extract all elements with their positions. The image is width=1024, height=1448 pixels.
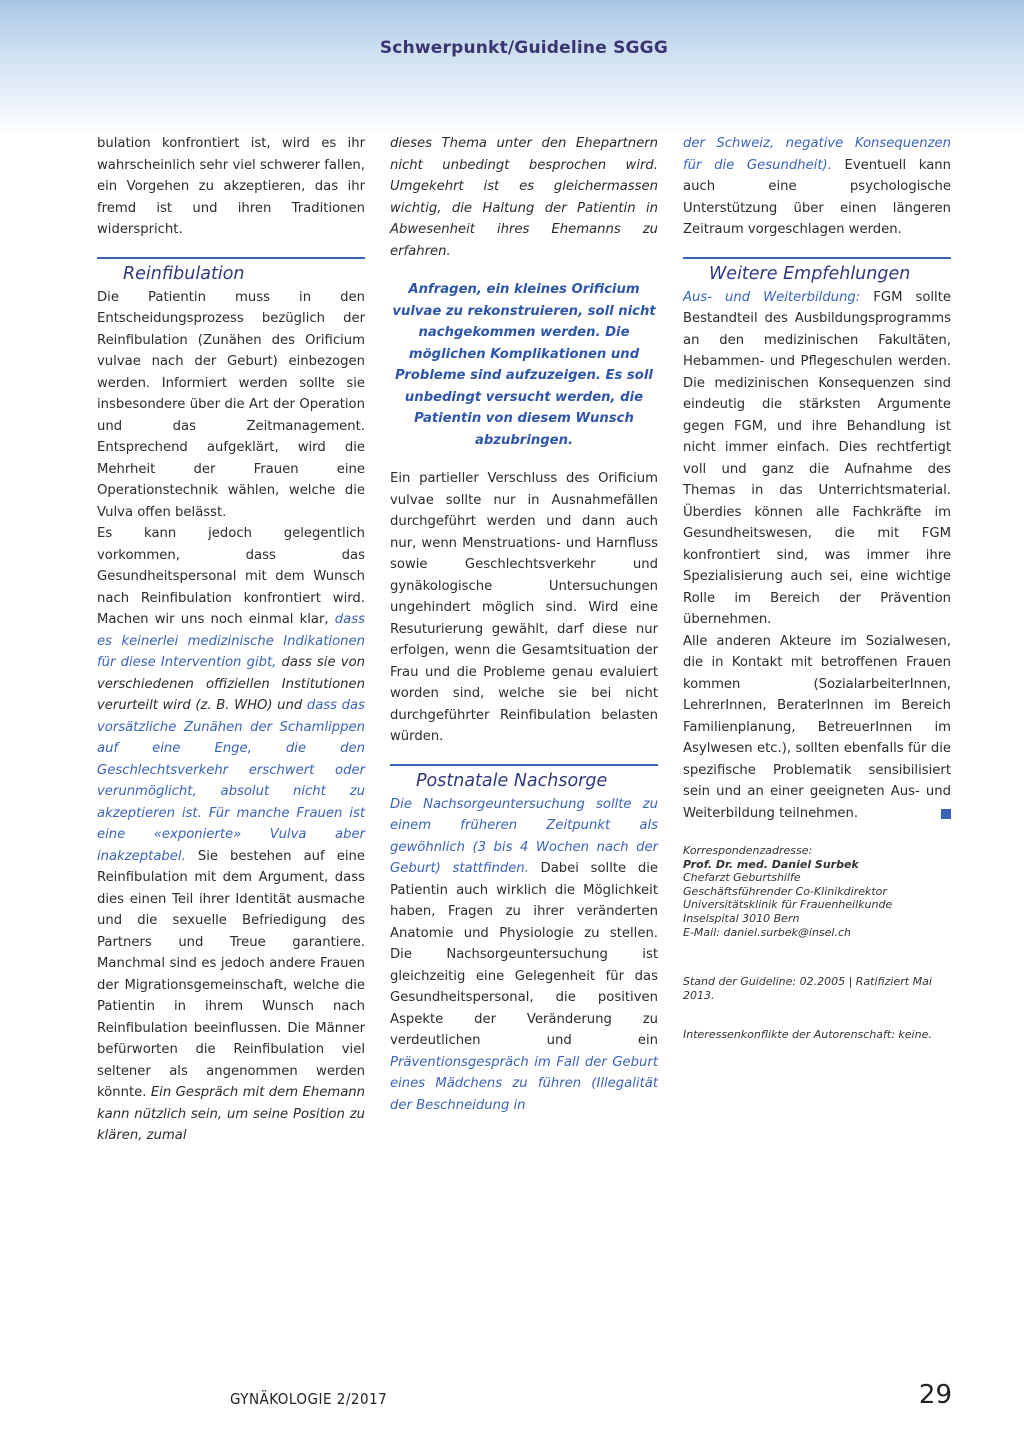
highlight-text: Die Nachsorgeuntersuchung sollte zu einem früheren Zeitpunkt als gewöhnlich (3 bis 4 Wochen nach der Geburt) stattfinden. [390, 796, 658, 876]
conflict-of-interest: Interessenkonflikte der Autorenschaft: keine. [683, 1028, 932, 1042]
section-heading-weitere-empfehlungen: Weitere Empfehlungen [683, 257, 951, 287]
correspondence-email: E-Mail: daniel.surbek@insel.ch [683, 925, 851, 939]
section-header-title: Schwerpunkt/Guideline SGGG [379, 38, 668, 58]
section-heading-postnatale-nachsorge: Postnatale Nachsorge [390, 764, 658, 794]
emphasis-text: Ein Gespräch mit dem Ehemann kann nützlich sein, um seine Position zu klären, zumal [97, 1085, 365, 1143]
text-run: Sie bestehen auf eine Reinfibulation mit dem Argument, dass dies einen Teil ihrer Identität ausmache und die sexuelle Befriedigung des Partners und Treue garantiere. Manchmal sind es jedoch andere Frauen der Migrationsgemeinschaft, welche die Patientin in ihrem Wunsch nach Reinfibulation beeinflussen. Die Männer befürworten die Reinfibulation viel seltener als angenommen werden könnte. [97, 848, 365, 1100]
end-mark-icon [941, 809, 951, 819]
correspondence-block [683, 844, 951, 939]
highlight-text: dass es keinerlei medizinische Indikationen für diese Intervention gibt, [97, 612, 365, 670]
highlight-text: Präventionsgespräch im Fall der Geburt eines Mädchens zu führen (Illegalität der Beschneidung in [390, 1054, 658, 1113]
pull-quote: Anfragen, ein kleines Orificium vulvae zu rekonstruieren, soll nicht nachgekommen werden. Die möglichen Komplikationen und Probleme sind aufzuzeigen. Es soll unbedingt versucht werden, die Patientin von diesem Wunsch abzubringen. [392, 282, 656, 448]
highlight-text: der Schweiz, negative Konsequenzen für die Gesundheit). [683, 136, 951, 173]
correspondence-label: Korrespondenzadresse: [683, 844, 813, 857]
text-run: FGM sollte Bestandteil des Ausbildungsprogramms an den medizinischen Fakultäten, Hebammen- und Pflegeschulen werden. Die medizinischen Konsequenzen sind eindeutig die stärksten Argumente gegen FGM, und ihre Behandlung ist nicht immer einfach. Dies rechtfertigt voll und ganz die Aufnahme des Themas in das Unterrichtsmaterial. Überdies können alle Fachkräfte im Gesundheitswesen, die mit FGM konfrontiert sind, was immer ihre Spezialisierung auch sei, eine wichtige Rolle im Bereich der Prävention übernehmen. [683, 289, 952, 627]
column-3 [683, 133, 951, 1042]
correspondence-line: Inselspital 3010 Bern [683, 911, 800, 925]
paragraph: dieses Thema unter den Ehepartnern nicht unbedingt besprochen wird. Umgekehrt ist es gleichermassen wichtig, die Haltung der Patientin in Abwesenheit ihres Ehemanns zu erfahren. [390, 136, 658, 259]
paragraph [683, 287, 951, 631]
correspondence-line: Chefarzt Geburtshilfe [683, 871, 801, 885]
highlight-text: dass das vorsätzliche Zunähen der Schamlippen auf eine Enge, die den Geschlechtsverkehr erschwert oder verunmöglicht, absolut nicht zu akzeptieren ist. Für manche Frauen ist eine «exponierte» Vulva aber inakzeptabel. [97, 698, 365, 864]
text-run: Dabei sollte die Patientin auch wirklich die Möglichkeit haben, Fragen zu ihrer veränderten Anatomie und Physiologie zu stellen. Die Nachsorgeuntersuchung ist gleichzeitig eine Gelegenheit für das Gesundheitspersonal, die positiven Aspekte der Veränderung zu verdeutlichen und ein [390, 861, 658, 1048]
paragraph: Die Patientin muss in den Entscheidungsprozess bezüglich der Reinfibulation (Zunähen des Orificium vulvae nach der Geburt) einbezogen werden. Informiert werden sollte sie insbesondere über die Art der Operation und das Zeitmanagement. Entsprechend aufgeklärt, wird die Mehrheit der Frauen eine Operationstechnik wählen, welche die Vulva offen belässt. [97, 289, 365, 520]
column-1 [97, 133, 365, 1147]
paragraph: bulation konfrontiert ist, wird es ihr wahrscheinlich sehr viel schwerer fallen, ein Vorgehen zu akzeptieren, das ihr fremd ist und ihren Traditionen widerspricht. [97, 136, 365, 237]
paragraph [683, 133, 951, 241]
column-2 [390, 133, 658, 1116]
emphasis-text: dass sie von verschiedenen offiziellen Institutionen verurteilt wird (z. B. WHO) und [97, 655, 365, 713]
text-run: Alle anderen Akteure im Sozialwesen, die in Kontakt mit betroffenen Frauen kommen (SozialarbeiterInnen, LehrerInnen, BeraterInnen im Bereich Familienplanung, BetreuerInnen im Asylwesen etc.), sollten ebenfalls für die spezifische Problematik sensibilisiert sein und an einer geeigneten Aus- und Weiterbildung teilnehmen. [683, 633, 951, 821]
correspondence-line: Geschäftsführender Co-Klinikdirektor [683, 884, 887, 898]
paragraph [390, 794, 658, 1117]
text-run: Eventuell kann auch eine psychologische Unterstützung über einen längeren Zeitraum vorgeschlagen werden. [683, 157, 951, 237]
correspondence-line: Universitätsklinik für Frauenheilkunde [683, 898, 893, 912]
correspondence-name: Prof. Dr. med. Daniel Surbek [683, 857, 859, 871]
paragraph: Ein partieller Verschluss des Orificium vulvae sollte nur in Ausnahmefällen durchgeführt werden und dann auch nur, wenn Menstruations- und Harnfluss sowie Geschlechtsverkehr und gynäkologische Untersuchungen ungehindert möglich sind. Wird eine Resuturierung gewählt, darf diese nur erfolgen, wenn die Gesamtsituation der Frau und die Probleme genau evaluiert worden sind, welche sie bei nicht durchgeführter Reinfibulation belasten würden. [390, 471, 658, 744]
journal-footer: GYNÄKOLOGIE 2/2017 [230, 1390, 388, 1408]
text-run: Es kann jedoch gelegentlich vorkommen, dass das Gesundheitspersonal mit dem Wunsch nach Reinfibulation konfrontiert wird. Machen wir uns noch einmal klar, [97, 526, 365, 627]
paragraph [683, 631, 951, 825]
paragraph [97, 523, 365, 1147]
page-number: 29 [918, 1380, 952, 1410]
section-heading-reinfibulation: Reinfibulation [97, 257, 365, 287]
header-band [0, 0, 1024, 135]
guideline-status: Stand der Guideline: 02.2005 | Ratifiziert Mai 2013. [683, 975, 932, 1002]
highlight-text: Aus- und Weiterbildung: [683, 289, 861, 305]
